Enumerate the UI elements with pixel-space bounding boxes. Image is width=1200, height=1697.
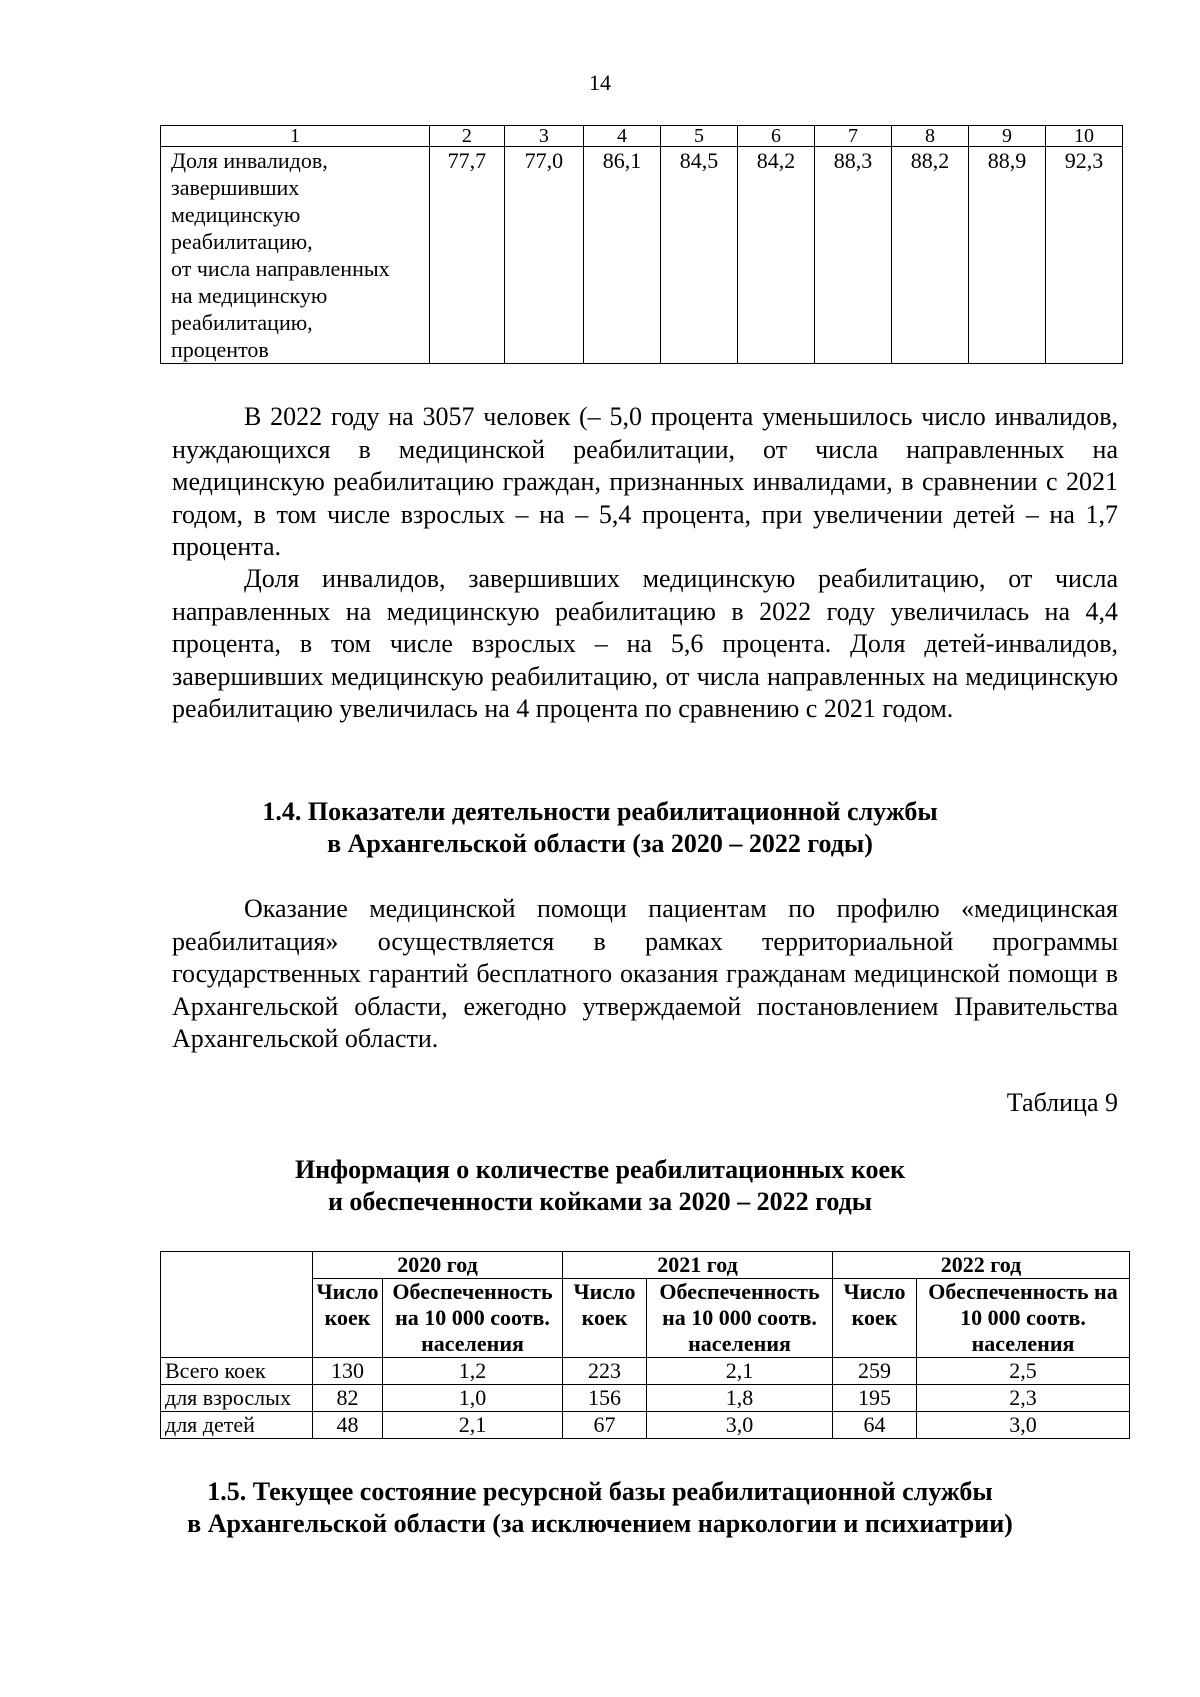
column-number: 2 [429,126,504,147]
year-header: 2022 год [833,1252,1130,1279]
value-cell: 84,2 [737,147,814,364]
row-label: для взрослых [161,1385,313,1412]
row-label-line: завершивших [171,175,300,200]
value-cell: 1,2 [383,1358,563,1385]
row-label-line: от числа направленных [171,256,390,281]
heading-line: 1.5. Текущее состояние ресурсной базы реабилитационной службы [207,1477,993,1506]
value-cell: 77,0 [504,147,583,364]
value-cell: 2,5 [917,1358,1130,1385]
value-cell: 3,0 [917,1412,1130,1439]
value-cell: 48 [313,1412,383,1439]
row-label: Всего коек [161,1358,313,1385]
year-header: 2020 год [313,1252,563,1279]
value-cell: 84,5 [660,147,737,364]
value-cell: 67 [563,1412,647,1439]
supply-column-header: Обеспеченность на 10 000 соотв. населения [647,1279,833,1358]
beds-column-header: Число коек [833,1279,917,1358]
heading-line: в Архангельской области (за исключением наркологии и психиатрии) [187,1509,1013,1538]
beds-column-header: Число коек [313,1279,383,1358]
row-label-line: реабилитацию, [171,229,313,254]
paragraph: Доля инвалидов, завершивших медицинскую реабилитацию, от числа направленных на медицинскую реабилитацию в 2022 году увеличилась на 4,4 процента, в том числе взрослых – на 5,6 процента. Доля детей-инвалидов, завершивших медицинскую реабилитацию, от числа направленных на медицинскую реабилитацию увеличилась на 4 процента по сравнению с 2021 годом. [172,564,1118,723]
table-row [161,147,1123,364]
value-cell: 64 [833,1412,917,1439]
supply-column-header: Обеспеченность на 10 000 соотв. населения [383,1279,563,1358]
column-number: 5 [660,126,737,147]
row-label [161,147,430,364]
column-number: 8 [891,126,968,147]
row-label-line: реабилитацию, [171,310,313,335]
section-heading [0,796,1200,860]
table-row [161,1385,1130,1412]
value-cell: 1,0 [383,1385,563,1412]
value-cell: 88,9 [968,147,1045,364]
heading-line: в Архангельской области (за 2020 – 2022 годы) [327,829,873,858]
page-number: 14 [589,70,611,95]
value-cell: 195 [833,1385,917,1412]
column-number: 1 [161,126,430,147]
value-cell: 82 [313,1385,383,1412]
column-number: 4 [583,126,660,147]
row-label-line: процентов [171,337,269,362]
year-header: 2021 год [563,1252,833,1279]
heading-line: Информация о количестве реабилитационных коек [294,1155,906,1184]
value-cell: 3,0 [647,1412,833,1439]
section-heading [0,1476,1200,1540]
row-label-line: Доля инвалидов, [171,148,328,173]
row-label-line: медицинскую [171,202,301,227]
table-header-row [161,1252,1130,1279]
table-caption: Таблица 9 [1006,1088,1118,1117]
value-cell: 259 [833,1358,917,1385]
value-cell: 2,1 [383,1412,563,1439]
table-title [0,1154,1200,1218]
row-label: для детей [161,1412,313,1439]
column-number: 10 [1045,126,1122,147]
column-number: 3 [504,126,583,147]
value-cell: 223 [563,1358,647,1385]
supply-column-header: Обеспеченность на 10 000 соотв. населения [917,1279,1130,1358]
value-cell: 77,7 [429,147,504,364]
value-cell: 86,1 [583,147,660,364]
heading-line: 1.4. Показатели деятельности реабилитационной службы [262,797,938,826]
beds-column-header: Число коек [563,1279,647,1358]
value-cell: 2,1 [647,1358,833,1385]
empty-corner-cell [161,1252,313,1358]
value-cell: 88,2 [891,147,968,364]
column-number: 9 [968,126,1045,147]
table-header-row [161,126,1123,147]
table-row [161,1358,1130,1385]
value-cell: 92,3 [1045,147,1122,364]
table-row [161,1412,1130,1439]
row-label-line: на медицинскую [171,283,328,308]
heading-line: и обеспеченности койками за 2020 – 2022 годы [327,1187,873,1216]
column-number: 6 [737,126,814,147]
value-cell: 2,3 [917,1385,1130,1412]
value-cell: 1,8 [647,1385,833,1412]
indicator-table [160,125,1123,364]
value-cell: 88,3 [814,147,891,364]
paragraph: Оказание медицинской помощи пациентам по профилю «медицинская реабилитация» осуществляется в рамках территориальной программы государственных гарантий бесплатного оказания гражданам медицинской помощи в Архангельской области, ежегодно утверждаемой постановлением Правительства Архангельской области. [172,894,1118,1053]
value-cell: 130 [313,1358,383,1385]
beds-table [160,1251,1130,1439]
value-cell: 156 [563,1385,647,1412]
paragraph: В 2022 году на 3057 человек (– 5,0 процента уменьшилось число инвалидов, нуждающихся в медицинской реабилитации, от числа направленных на медицинскую реабилитацию граждан, признанных инвалидами, в сравнении с 2021 годом, в том числе взрослых – на – 5,4 процента, при увеличении детей – на 1,7 процента. [172,402,1118,561]
column-number: 7 [814,126,891,147]
